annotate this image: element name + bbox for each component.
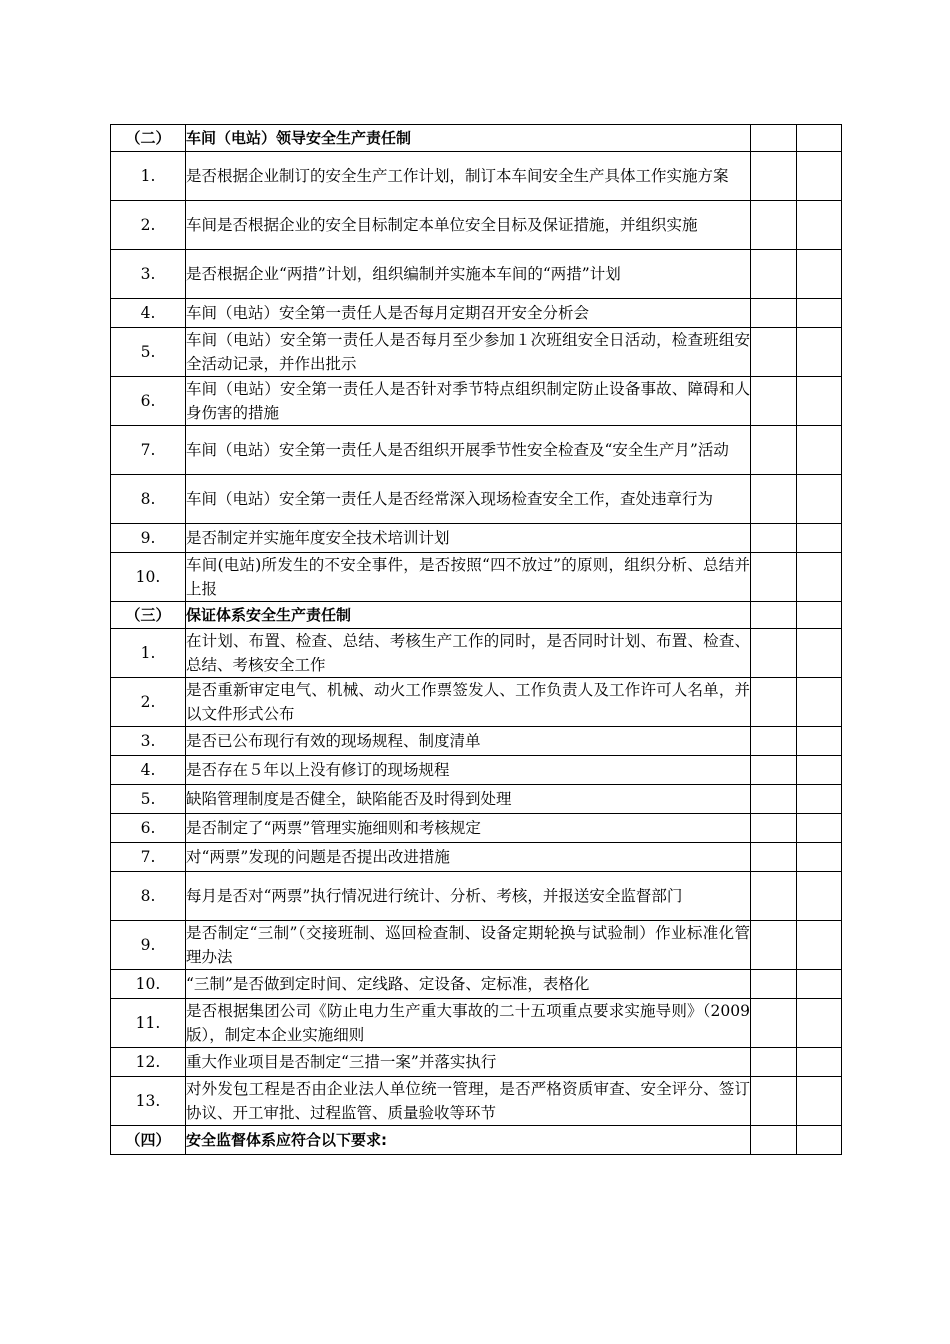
score-cell[interactable] [797,602,842,629]
item-number: 10. [111,553,186,602]
item-number: 8. [111,475,186,524]
check-cell[interactable] [751,250,797,299]
item-text: 缺陷管理制度是否健全，缺陷能否及时得到处理 [186,785,751,814]
section-title: 保证体系安全生产责任制 [186,602,751,629]
section-row [111,602,842,629]
item-text: 是否根据集团公司《防止电力生产重大事故的二十五项重点要求实施导则》（2009版），制定本企业实施细则 [186,999,751,1048]
item-number: 8. [111,872,186,921]
check-cell[interactable] [751,426,797,475]
item-text: 车间（电站）安全第一责任人是否针对季节特点组织制定防止设备事故、障碍和人身伤害的措施 [186,377,751,426]
section-row [111,1126,842,1155]
check-cell[interactable] [751,602,797,629]
item-number: 1. [111,152,186,201]
score-cell[interactable] [797,872,842,921]
check-cell[interactable] [751,328,797,377]
score-cell[interactable] [797,999,842,1048]
item-number: 6. [111,814,186,843]
check-cell[interactable] [751,872,797,921]
item-number: 2. [111,201,186,250]
item-text: 对外发包工程是否由企业法人单位统一管理，是否严格资质审查、安全评分、签订协议、开工审批、过程监管、质量验收等环节 [186,1077,751,1126]
check-cell[interactable] [751,727,797,756]
section-label: （二） [111,125,186,152]
score-cell[interactable] [797,921,842,970]
score-cell[interactable] [797,125,842,152]
score-cell[interactable] [797,843,842,872]
check-cell[interactable] [751,475,797,524]
item-text: 车间（电站）安全第一责任人是否组织开展季节性安全检查及“安全生产月”活动 [186,426,751,475]
checklist-body [111,125,842,1155]
item-number: 7. [111,843,186,872]
section-label: （三） [111,602,186,629]
table-row [111,377,842,426]
item-number: 5. [111,328,186,377]
check-cell[interactable] [751,785,797,814]
item-text: 是否制定“三制”（交接班制、巡回检查制、设备定期轮换与试验制）作业标准化管理办法 [186,921,751,970]
item-text: 车间（电站）安全第一责任人是否每月至少参加１次班组安全日活动，检查班组安全活动记录，并作出批示 [186,328,751,377]
score-cell[interactable] [797,377,842,426]
check-cell[interactable] [751,524,797,553]
section-row [111,125,842,152]
score-cell[interactable] [797,785,842,814]
table-row [111,727,842,756]
check-cell[interactable] [751,629,797,678]
section-title: 安全监督体系应符合以下要求: [186,1126,751,1155]
score-cell[interactable] [797,1048,842,1077]
item-text: 车间(电站)所发生的不安全事件，是否按照“四不放过”的原则，组织分析、总结并上报 [186,553,751,602]
table-row [111,328,842,377]
table-row [111,152,842,201]
table-row [111,872,842,921]
score-cell[interactable] [797,814,842,843]
item-text: 车间（电站）安全第一责任人是否经常深入现场检查安全工作，查处违章行为 [186,475,751,524]
item-number: 10. [111,970,186,999]
check-cell[interactable] [751,843,797,872]
score-cell[interactable] [797,629,842,678]
score-cell[interactable] [797,524,842,553]
score-cell[interactable] [797,970,842,999]
item-text: 对“两票”发现的问题是否提出改进措施 [186,843,751,872]
table-row [111,553,842,602]
check-cell[interactable] [751,299,797,328]
score-cell[interactable] [797,727,842,756]
check-cell[interactable] [751,921,797,970]
check-cell[interactable] [751,125,797,152]
score-cell[interactable] [797,299,842,328]
check-cell[interactable] [751,377,797,426]
item-number: 4. [111,756,186,785]
item-number: 5. [111,785,186,814]
item-number: 13. [111,1077,186,1126]
item-text: 是否根据企业制订的安全生产工作计划，制订本车间安全生产具体工作实施方案 [186,152,751,201]
table-row [111,785,842,814]
table-row [111,814,842,843]
check-cell[interactable] [751,1048,797,1077]
item-number: 12. [111,1048,186,1077]
item-text: 在计划、布置、检查、总结、考核生产工作的同时，是否同时计划、布置、检查、总结、考核安全工作 [186,629,751,678]
check-cell[interactable] [751,678,797,727]
table-row [111,1077,842,1126]
table-row [111,524,842,553]
item-number: 3. [111,727,186,756]
score-cell[interactable] [797,1077,842,1126]
score-cell[interactable] [797,756,842,785]
check-cell[interactable] [751,152,797,201]
item-number: 4. [111,299,186,328]
item-text: 是否重新审定电气、机械、动火工作票签发人、工作负责人及工作许可人名单，并以文件形式公布 [186,678,751,727]
check-cell[interactable] [751,553,797,602]
item-number: 11. [111,999,186,1048]
check-cell[interactable] [751,756,797,785]
item-number: 3. [111,250,186,299]
table-row [111,250,842,299]
check-cell[interactable] [751,999,797,1048]
table-row [111,756,842,785]
item-number: 1. [111,629,186,678]
table-row [111,426,842,475]
item-number: 7. [111,426,186,475]
check-cell[interactable] [751,970,797,999]
table-row [111,299,842,328]
item-number: 2. [111,678,186,727]
section-label: （四） [111,1126,186,1155]
score-cell[interactable] [797,678,842,727]
item-text: 车间（电站）安全第一责任人是否每月定期召开安全分析会 [186,299,751,328]
table-row [111,1048,842,1077]
checklist-table [110,124,842,1155]
item-number: 9. [111,524,186,553]
table-row [111,921,842,970]
item-number: 6. [111,377,186,426]
item-text: 是否制定并实施年度安全技术培训计划 [186,524,751,553]
item-text: 重大作业项目是否制定“三措一案”并落实执行 [186,1048,751,1077]
check-cell[interactable] [751,1126,797,1155]
table-row [111,843,842,872]
item-text: 是否存在５年以上没有修订的现场规程 [186,756,751,785]
table-row [111,629,842,678]
item-text: 每月是否对“两票”执行情况进行统计、分析、考核，并报送安全监督部门 [186,872,751,921]
check-cell[interactable] [751,201,797,250]
section-title: 车间（电站）领导安全生产责任制 [186,125,751,152]
item-number: 9. [111,921,186,970]
score-cell[interactable] [797,553,842,602]
table-row [111,970,842,999]
item-text: 车间是否根据企业的安全目标制定本单位安全目标及保证措施，并组织实施 [186,201,751,250]
score-cell[interactable] [797,328,842,377]
check-cell[interactable] [751,814,797,843]
item-text: “三制”是否做到定时间、定线路、定设备、定标准，表格化 [186,970,751,999]
check-cell[interactable] [751,1077,797,1126]
score-cell[interactable] [797,426,842,475]
table-row [111,999,842,1048]
score-cell[interactable] [797,475,842,524]
item-text: 是否已公布现行有效的现场规程、制度清单 [186,727,751,756]
item-text: 是否根据企业“两措”计划，组织编制并实施本车间的“两措”计划 [186,250,751,299]
score-cell[interactable] [797,250,842,299]
item-text: 是否制定了“两票”管理实施细则和考核规定 [186,814,751,843]
score-cell[interactable] [797,1126,842,1155]
score-cell[interactable] [797,201,842,250]
score-cell[interactable] [797,152,842,201]
table-row [111,201,842,250]
table-row [111,475,842,524]
table-row [111,678,842,727]
